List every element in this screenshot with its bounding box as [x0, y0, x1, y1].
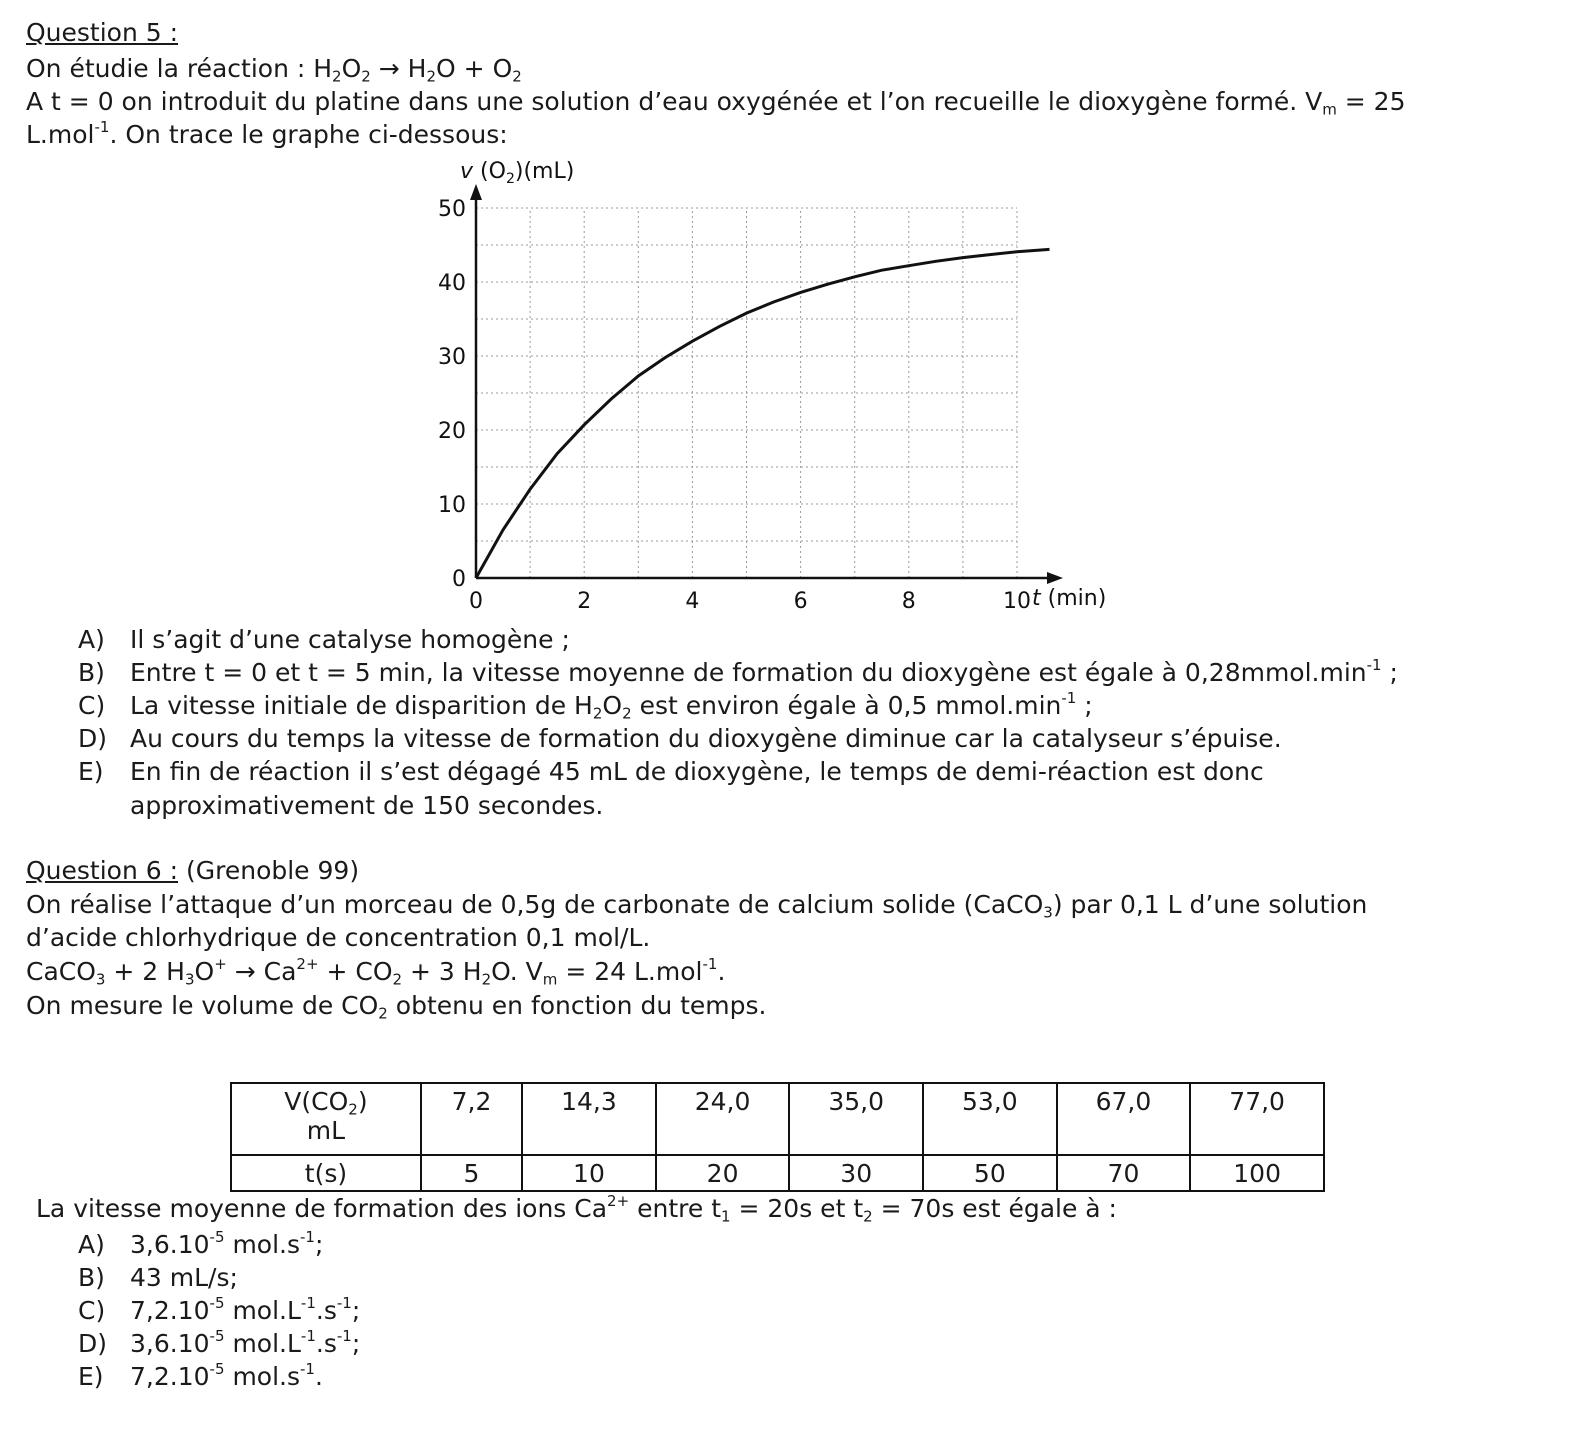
q6-data-table [230, 1082, 1325, 1192]
q6-heading: Question 6 : (Grenoble 99) [26, 856, 360, 885]
q6-option-e[interactable]: E) [78, 1362, 104, 1391]
q5-line3: L.mol$^{-1}$. On trace le graphe ci-dessous: [26, 117, 508, 149]
x-tick-label: 8 [901, 589, 916, 614]
q6-option-c[interactable]: C) [78, 1296, 106, 1325]
q5-intro-prefix: On étudie la réaction : [26, 54, 314, 83]
q6-line4: On mesure le volume de $CO_2$ obtenu en fonction du temps. [26, 991, 767, 1023]
table-cell: 70 [1057, 1155, 1191, 1191]
table-cell: 10 [522, 1155, 656, 1191]
table-row [231, 1083, 1324, 1155]
table-cell: 77,0 [1190, 1083, 1324, 1155]
q5-title: Question 5 : [26, 18, 179, 47]
chart-ylabel: v $(O_2)(mL)$ [460, 159, 575, 187]
q6-line1: On réalise l’attaque d’un morceau de 0,5g de carbonate de calcium solide (CaCO$_3$) par 0,1 L d’une solution [26, 890, 1368, 922]
table-cell: 35,0 [789, 1083, 923, 1155]
x-tick-label: 6 [793, 589, 808, 614]
table-row [231, 1155, 1324, 1191]
q5-option-e-text-cont: approximativement de 150 secondes. [130, 791, 604, 820]
q5-intro: On étudie la réaction : $H_2O_2 \to H_2O + O_2$ [26, 54, 522, 86]
x-axis-arrow [1047, 572, 1063, 584]
q6-question: La vitesse moyenne de formation des ions $Ca^{2+}$ entre $t_1 = 20s$ et $t_2 = 70s$ est égale à : [36, 1191, 1117, 1226]
q6-option-b-text: 43 mL/s; [130, 1263, 238, 1292]
table-head-time: t(s) [231, 1155, 421, 1191]
q6-option-e-text: $7,2.10^{-5}$ $mol.s^{-1}$. [130, 1359, 323, 1391]
o2-volume-chart [420, 150, 1120, 630]
table-cell: 14,3 [522, 1083, 656, 1155]
q5-option-b[interactable]: B) [78, 658, 105, 687]
table-cell: 67,0 [1057, 1083, 1191, 1155]
q5-option-a[interactable]: A) [78, 625, 105, 654]
y-tick-label: 0 [452, 567, 466, 592]
y-tick-label: 10 [438, 493, 466, 518]
q6-option-a[interactable]: A) [78, 1230, 105, 1259]
q5-option-e-text: En fin de réaction il s’est dégagé 45 mL de dioxygène, le temps de demi-réaction est donc [130, 757, 1264, 786]
x-tick-label: 10 [1003, 589, 1031, 614]
q5-option-b-text: Entre t = 0 et t = 5 min, la vitesse moyenne de formation du dioxygène est égale à $0,28mmol.\min^{-1}$ ; [130, 655, 1398, 687]
chart-xlabel: t (min) [1032, 586, 1107, 611]
table-cell: 7,2 [421, 1083, 522, 1155]
q5-option-c[interactable]: C) [78, 691, 106, 720]
q6-option-a-text: $3,6.10^{-5}$ $mol.s^{-1}$; [130, 1227, 324, 1259]
q5-line2: A t = 0 on introduit du platine dans une solution d’eau oxygénée et l’on recueille le dioxygène formé. $V_m = 25$ [26, 87, 1406, 119]
y-axis-arrow [470, 184, 482, 200]
table-cell: 24,0 [656, 1083, 790, 1155]
table-cell: 53,0 [923, 1083, 1057, 1155]
q6-line2: d’acide chlorhydrique de concentration 0,1 mol/L. [26, 923, 651, 952]
q6-equation: CaCO$_3$ + 2 $H_3O^+ \to Ca^{2+} + CO_2 + 3$ $H_2O$. $V_m = 24$ L.mol$^{-1}$. [26, 954, 726, 989]
q6-option-d[interactable]: D) [78, 1329, 108, 1358]
chart-grid [476, 208, 1017, 578]
q5-option-d[interactable]: D) [78, 724, 108, 753]
table-head-volume: $V(CO_2)$ mL [231, 1083, 421, 1155]
q5-option-a-text: Il s’agit d’une catalyse homogène ; [130, 625, 570, 654]
table-cell: 100 [1190, 1155, 1324, 1191]
table-cell: 30 [789, 1155, 923, 1191]
q6-option-d-text: $3,6.10^{-5}$ $mol.L^{-1}.s^{-1}$; [130, 1326, 361, 1358]
table-cell: 50 [923, 1155, 1057, 1191]
x-tick-label: 4 [685, 589, 700, 614]
table-cell: 20 [656, 1155, 790, 1191]
y-tick-label: 40 [438, 271, 466, 296]
q5-option-c-text: La vitesse initiale de disparition de $H_2O_2$ est environ égale à 0,5 $mmol.\min^{-1}$ ; [130, 688, 1093, 723]
table-cell: 5 [421, 1155, 522, 1191]
q6-title: Question 6 : [26, 856, 179, 885]
x-tick-label: 0 [469, 589, 483, 614]
y-tick-label: 30 [438, 345, 466, 370]
y-tick-label: 20 [438, 419, 466, 444]
q6-option-c-text: $7,2.10^{-5}$ $mol.L^{-1}.s^{-1}$; [130, 1293, 361, 1325]
chart-axes [470, 184, 1063, 584]
y-tick-label: 50 [438, 197, 466, 222]
x-tick-label: 2 [577, 589, 592, 614]
chart-series-line [476, 249, 1050, 578]
q6-option-b[interactable]: B) [78, 1263, 105, 1292]
q5-option-e[interactable]: E) [78, 757, 104, 786]
q5-option-d-text: Au cours du temps la vitesse de formation du dioxygène diminue car la catalyseur s’épuise. [130, 724, 1282, 753]
